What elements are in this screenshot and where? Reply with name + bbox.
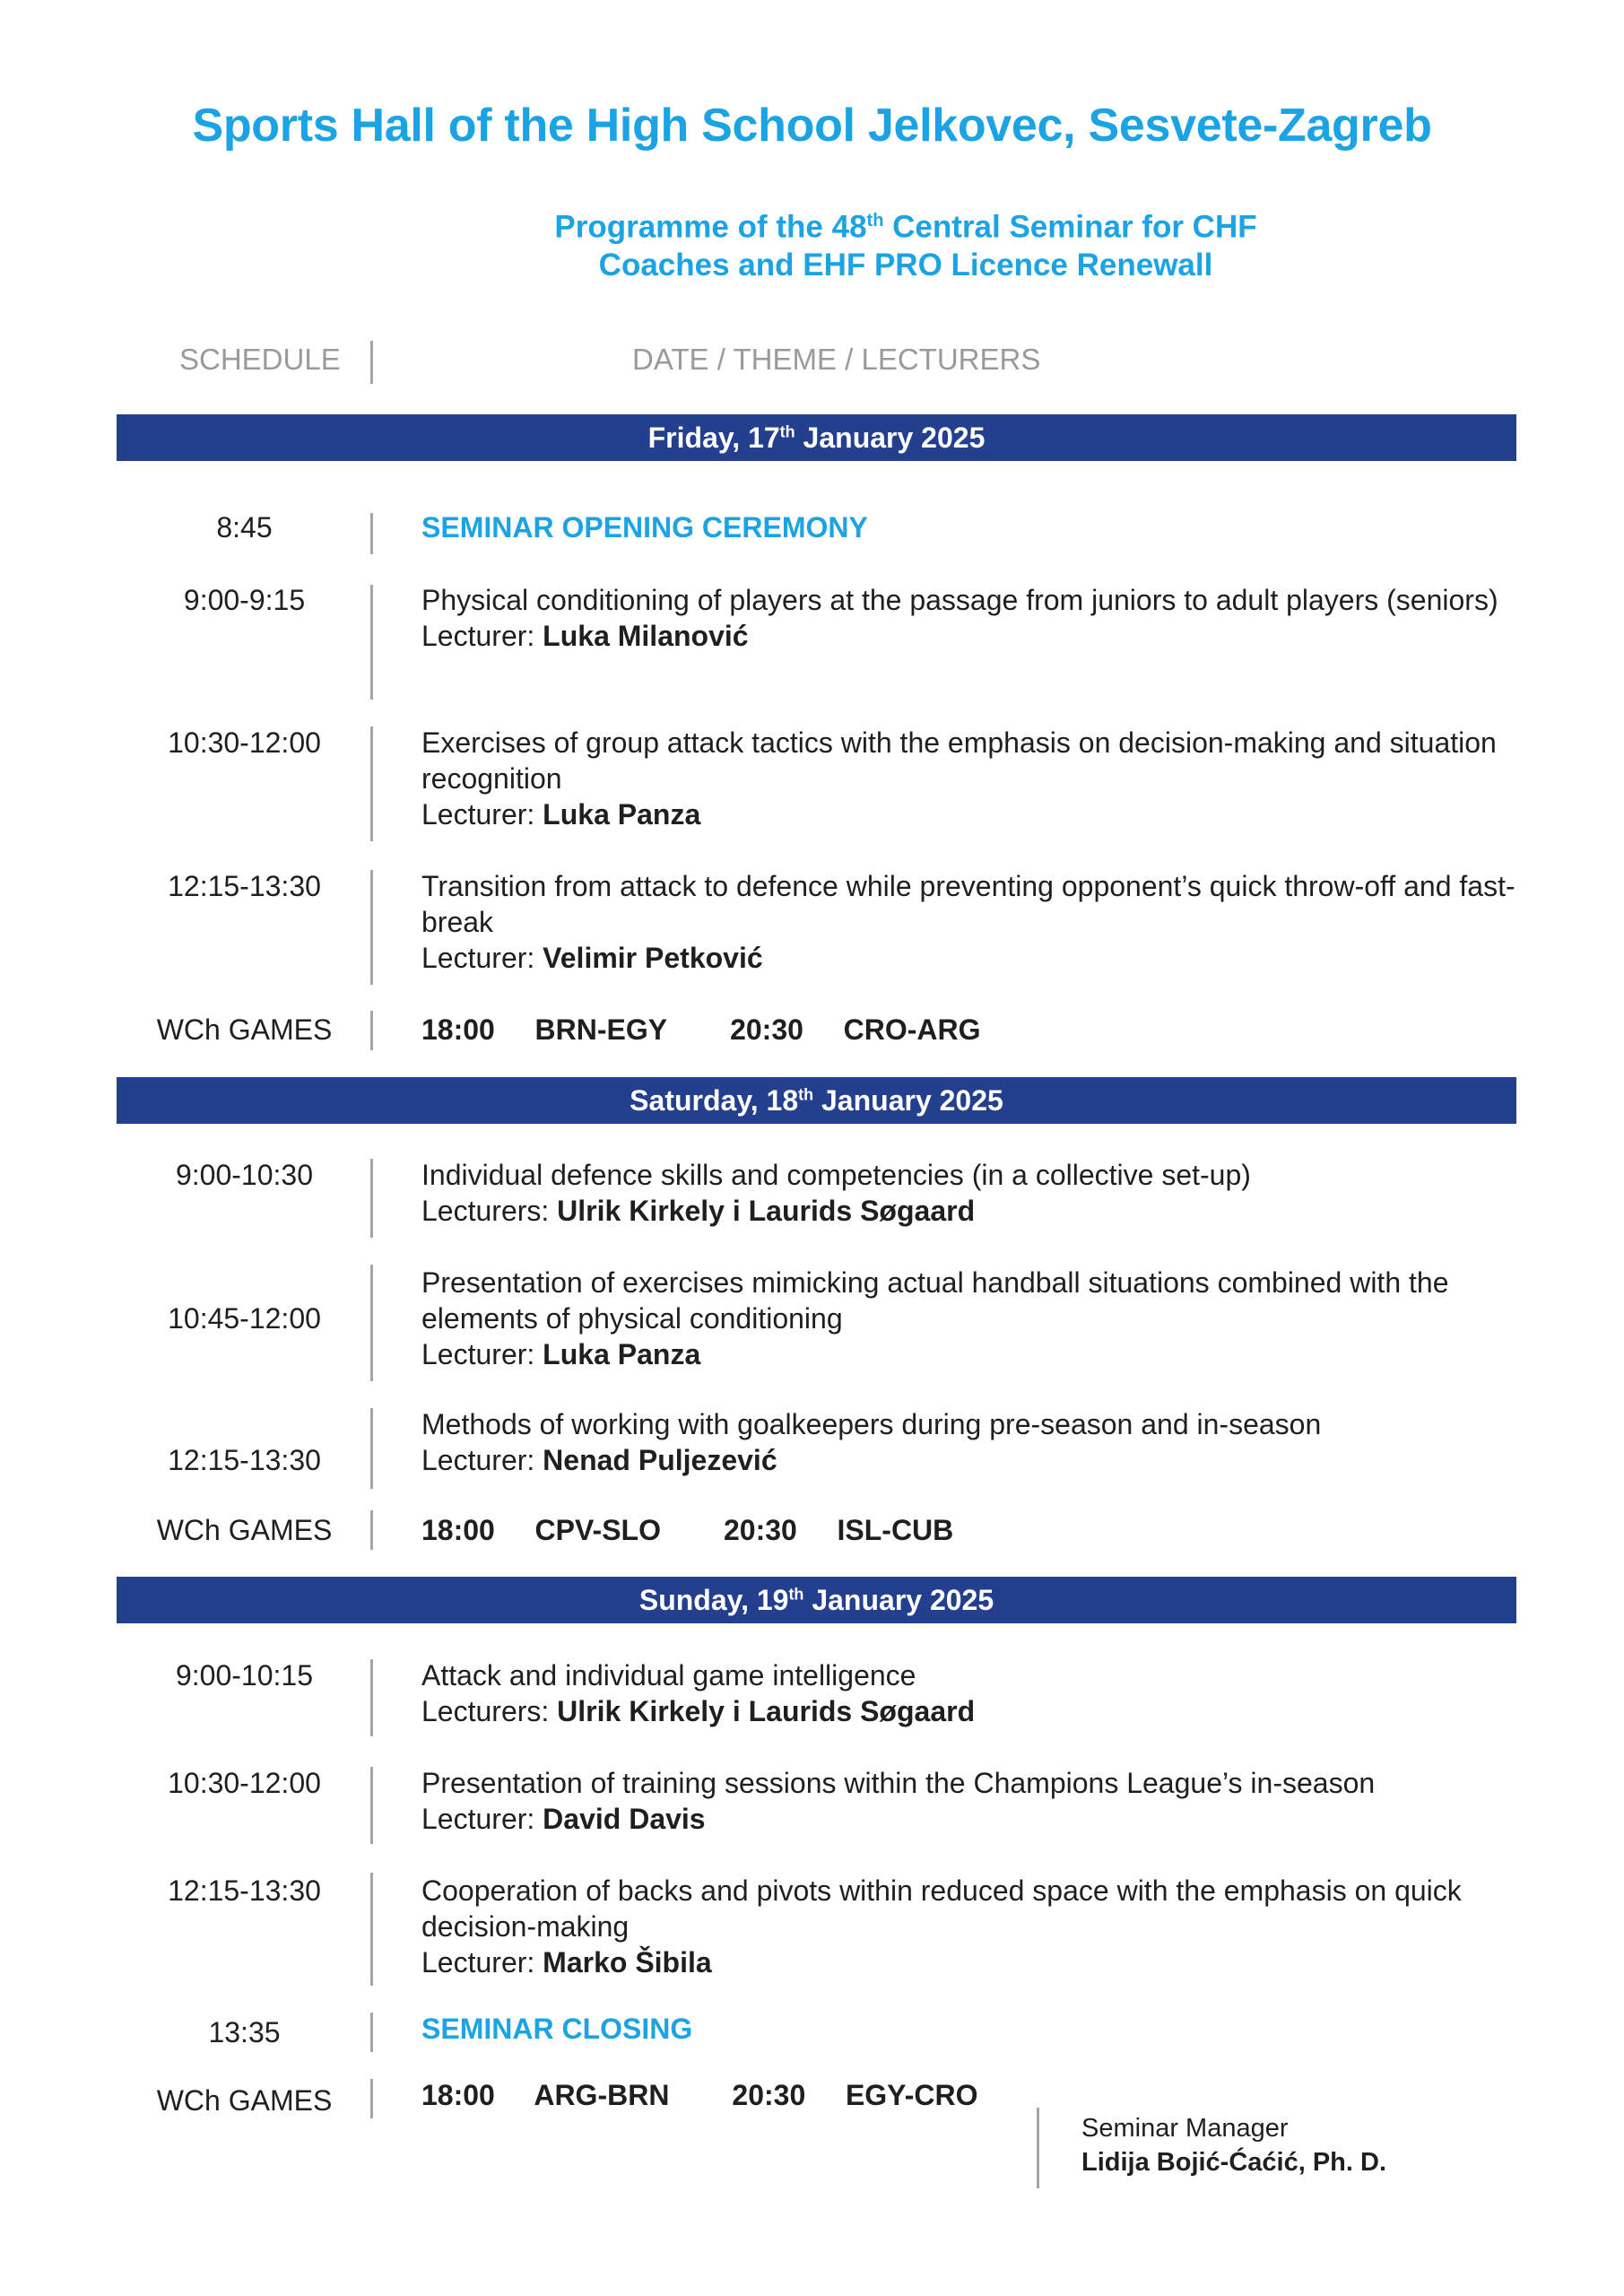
manager-divider: [1037, 2108, 1039, 2188]
day-text: Sunday, 19: [638, 1584, 789, 1616]
session-block: [421, 868, 1524, 976]
row-divider: [370, 1767, 373, 1844]
session-time: 10:30-12:00: [168, 726, 321, 759]
lecturer-name: David Davis: [543, 1803, 706, 1835]
session-lecturer: [421, 1336, 1524, 1372]
session-title: Attack and individual game intelligence: [421, 1659, 916, 1692]
subtitle-text: Central Seminar for CHF: [883, 209, 1257, 245]
lecturer-label: Lecturers:: [421, 1695, 558, 1727]
manager-name: Lidija Bojić-Ćaćić, Ph. D.: [1081, 2148, 1387, 2177]
subtitle-text: Programme of the 48: [554, 209, 867, 245]
session-time: 10:30-12:00: [168, 1767, 321, 1799]
game-entry: 18:00 BRN-EGY: [421, 1013, 668, 1046]
games-row: [421, 1012, 1524, 1048]
session-time: 12:15-13:30: [168, 870, 321, 902]
games-row: [421, 1512, 1524, 1548]
session-lecturer: [421, 1693, 1524, 1729]
session-lecturer: [421, 1442, 1524, 1478]
row-divider: [370, 726, 373, 841]
day-text: Friday, 17: [647, 422, 780, 454]
session-lecturer: [421, 1193, 1524, 1229]
session-block: [421, 1873, 1524, 1980]
session-time: 9:00-10:30: [175, 1159, 313, 1191]
session-time: 10:45-12:00: [168, 1302, 321, 1335]
page-title: Sports Hall of the High School Jelkovec, Sesvete-Zagreb: [192, 100, 1432, 152]
row-divider: [370, 1011, 373, 1050]
row-divider: [370, 2013, 373, 2052]
lecturer-label: Lecturer:: [421, 942, 543, 974]
day-text: January 2025: [813, 1084, 1003, 1117]
session-block: [421, 1265, 1524, 1372]
session-title: Transition from attack to defence while preventing opponent’s quick throw-off and fast-break: [421, 870, 1515, 938]
lecturer-name: Velimir Petković: [543, 942, 763, 974]
session-time: 12:15-13:30: [168, 1444, 321, 1476]
row-divider: [370, 1159, 373, 1238]
session-title: Cooperation of backs and pivots within reduced space with the emphasis on quick decision-making: [421, 1874, 1462, 1943]
game-entry: 18:00 CPV-SLO: [421, 1514, 661, 1546]
row-divider: [370, 870, 373, 985]
session-title: Exercises of group attack tactics with the emphasis on decision-making and situation recognition: [421, 726, 1497, 795]
row-divider: [370, 1408, 373, 1489]
lecturer-name: Nenad Puljezević: [543, 1444, 777, 1476]
session-block: [421, 1657, 1524, 1729]
row-divider: [370, 1659, 373, 1736]
lecturer-label: Lecturer:: [421, 620, 543, 652]
day-text: Saturday, 18: [630, 1084, 799, 1117]
row-divider: [370, 513, 373, 554]
subtitle-line-1: [502, 199, 1309, 249]
lecturer-name: Ulrik Kirkely i Laurids Søgaard: [557, 1695, 976, 1727]
lecturer-name: Luka Panza: [543, 1338, 701, 1370]
day-sup: th: [788, 1585, 804, 1604]
session-block: [421, 725, 1524, 832]
games-label: WCh GAMES: [156, 1013, 333, 1046]
lecturer-label: Lecturer:: [421, 1803, 543, 1835]
session-title: Presentation of training sessions within the Champions League’s in-season: [421, 1767, 1376, 1799]
subtitle-line-2: Coaches and EHF PRO Licence Renewall: [598, 248, 1213, 283]
session-time: 8:45: [216, 511, 273, 544]
lecturer-label: Lecturer:: [421, 1338, 543, 1370]
lecturer-name: Luka Milanović: [543, 620, 749, 652]
session-lecturer: [421, 1801, 1524, 1837]
session-block: [421, 582, 1524, 654]
session-title: Methods of working with goalkeepers during pre-season and in-season: [421, 1408, 1322, 1440]
session-title: Presentation of exercises mimicking actual handball situations combined with the elements of physical conditioning: [421, 1266, 1449, 1335]
row-divider: [370, 585, 373, 700]
session-title: SEMINAR OPENING CEREMONY: [421, 511, 868, 544]
lecturer-label: Lecturer:: [421, 1946, 543, 1979]
day-header-friday: [117, 414, 1516, 461]
day-header-saturday: [117, 1077, 1516, 1124]
day-sup: th: [798, 1085, 814, 1104]
session-time: 13:35: [208, 2016, 281, 2048]
session-block: [421, 1157, 1524, 1229]
row-divider: [370, 1510, 373, 1550]
game-entry: 20:30 EGY-CRO: [732, 2079, 978, 2111]
session-time: 12:15-13:30: [168, 1874, 321, 1907]
games-row: [421, 2077, 1524, 2113]
header-divider: [370, 341, 373, 384]
session-title: Physical conditioning of players at the passage from juniors to adult players (seniors): [421, 584, 1498, 616]
row-divider: [370, 2079, 373, 2118]
session-block: [421, 1765, 1524, 1837]
games-label: WCh GAMES: [156, 1514, 333, 1546]
lecturer-label: Lecturer:: [421, 798, 543, 831]
session-title: SEMINAR CLOSING: [421, 2013, 693, 2045]
row-divider: [370, 1265, 373, 1381]
session-block: [421, 1406, 1524, 1478]
session-time: 9:00-10:15: [175, 1659, 313, 1692]
games-label: WCh GAMES: [156, 2084, 333, 2117]
session-lecturer: [421, 796, 1524, 832]
column-header-theme: DATE / THEME / LECTURERS: [632, 343, 1041, 376]
day-text: January 2025: [795, 422, 986, 454]
column-header-schedule: SCHEDULE: [179, 343, 341, 376]
lecturer-name: Luka Panza: [543, 798, 701, 831]
game-entry: 18:00 ARG-BRN: [421, 2079, 670, 2111]
game-entry: 20:30 ISL-CUB: [723, 1514, 954, 1546]
seminar-manager: [1081, 2111, 1386, 2179]
lecturer-name: Marko Šibila: [543, 1946, 712, 1979]
lecturer-label: Lecturer:: [421, 1444, 543, 1476]
session-lecturer: [421, 1944, 1524, 1980]
day-text: January 2025: [803, 1584, 994, 1616]
day-sup: th: [779, 422, 795, 441]
session-title: Individual defence skills and competencies (in a collective set-up): [421, 1159, 1251, 1191]
manager-role: Seminar Manager: [1081, 2114, 1289, 2143]
session-lecturer: [421, 618, 1524, 654]
session-lecturer: [421, 940, 1524, 976]
lecturer-name: Ulrik Kirkely i Laurids Søgaard: [557, 1195, 976, 1227]
row-divider: [370, 1873, 373, 1986]
session-time: 9:00-9:15: [183, 584, 306, 616]
subtitle-sup: th: [866, 211, 884, 230]
lecturer-label: Lecturers:: [421, 1195, 558, 1227]
day-header-sunday: [117, 1577, 1516, 1623]
game-entry: 20:30 CRO-ARG: [730, 1013, 981, 1046]
